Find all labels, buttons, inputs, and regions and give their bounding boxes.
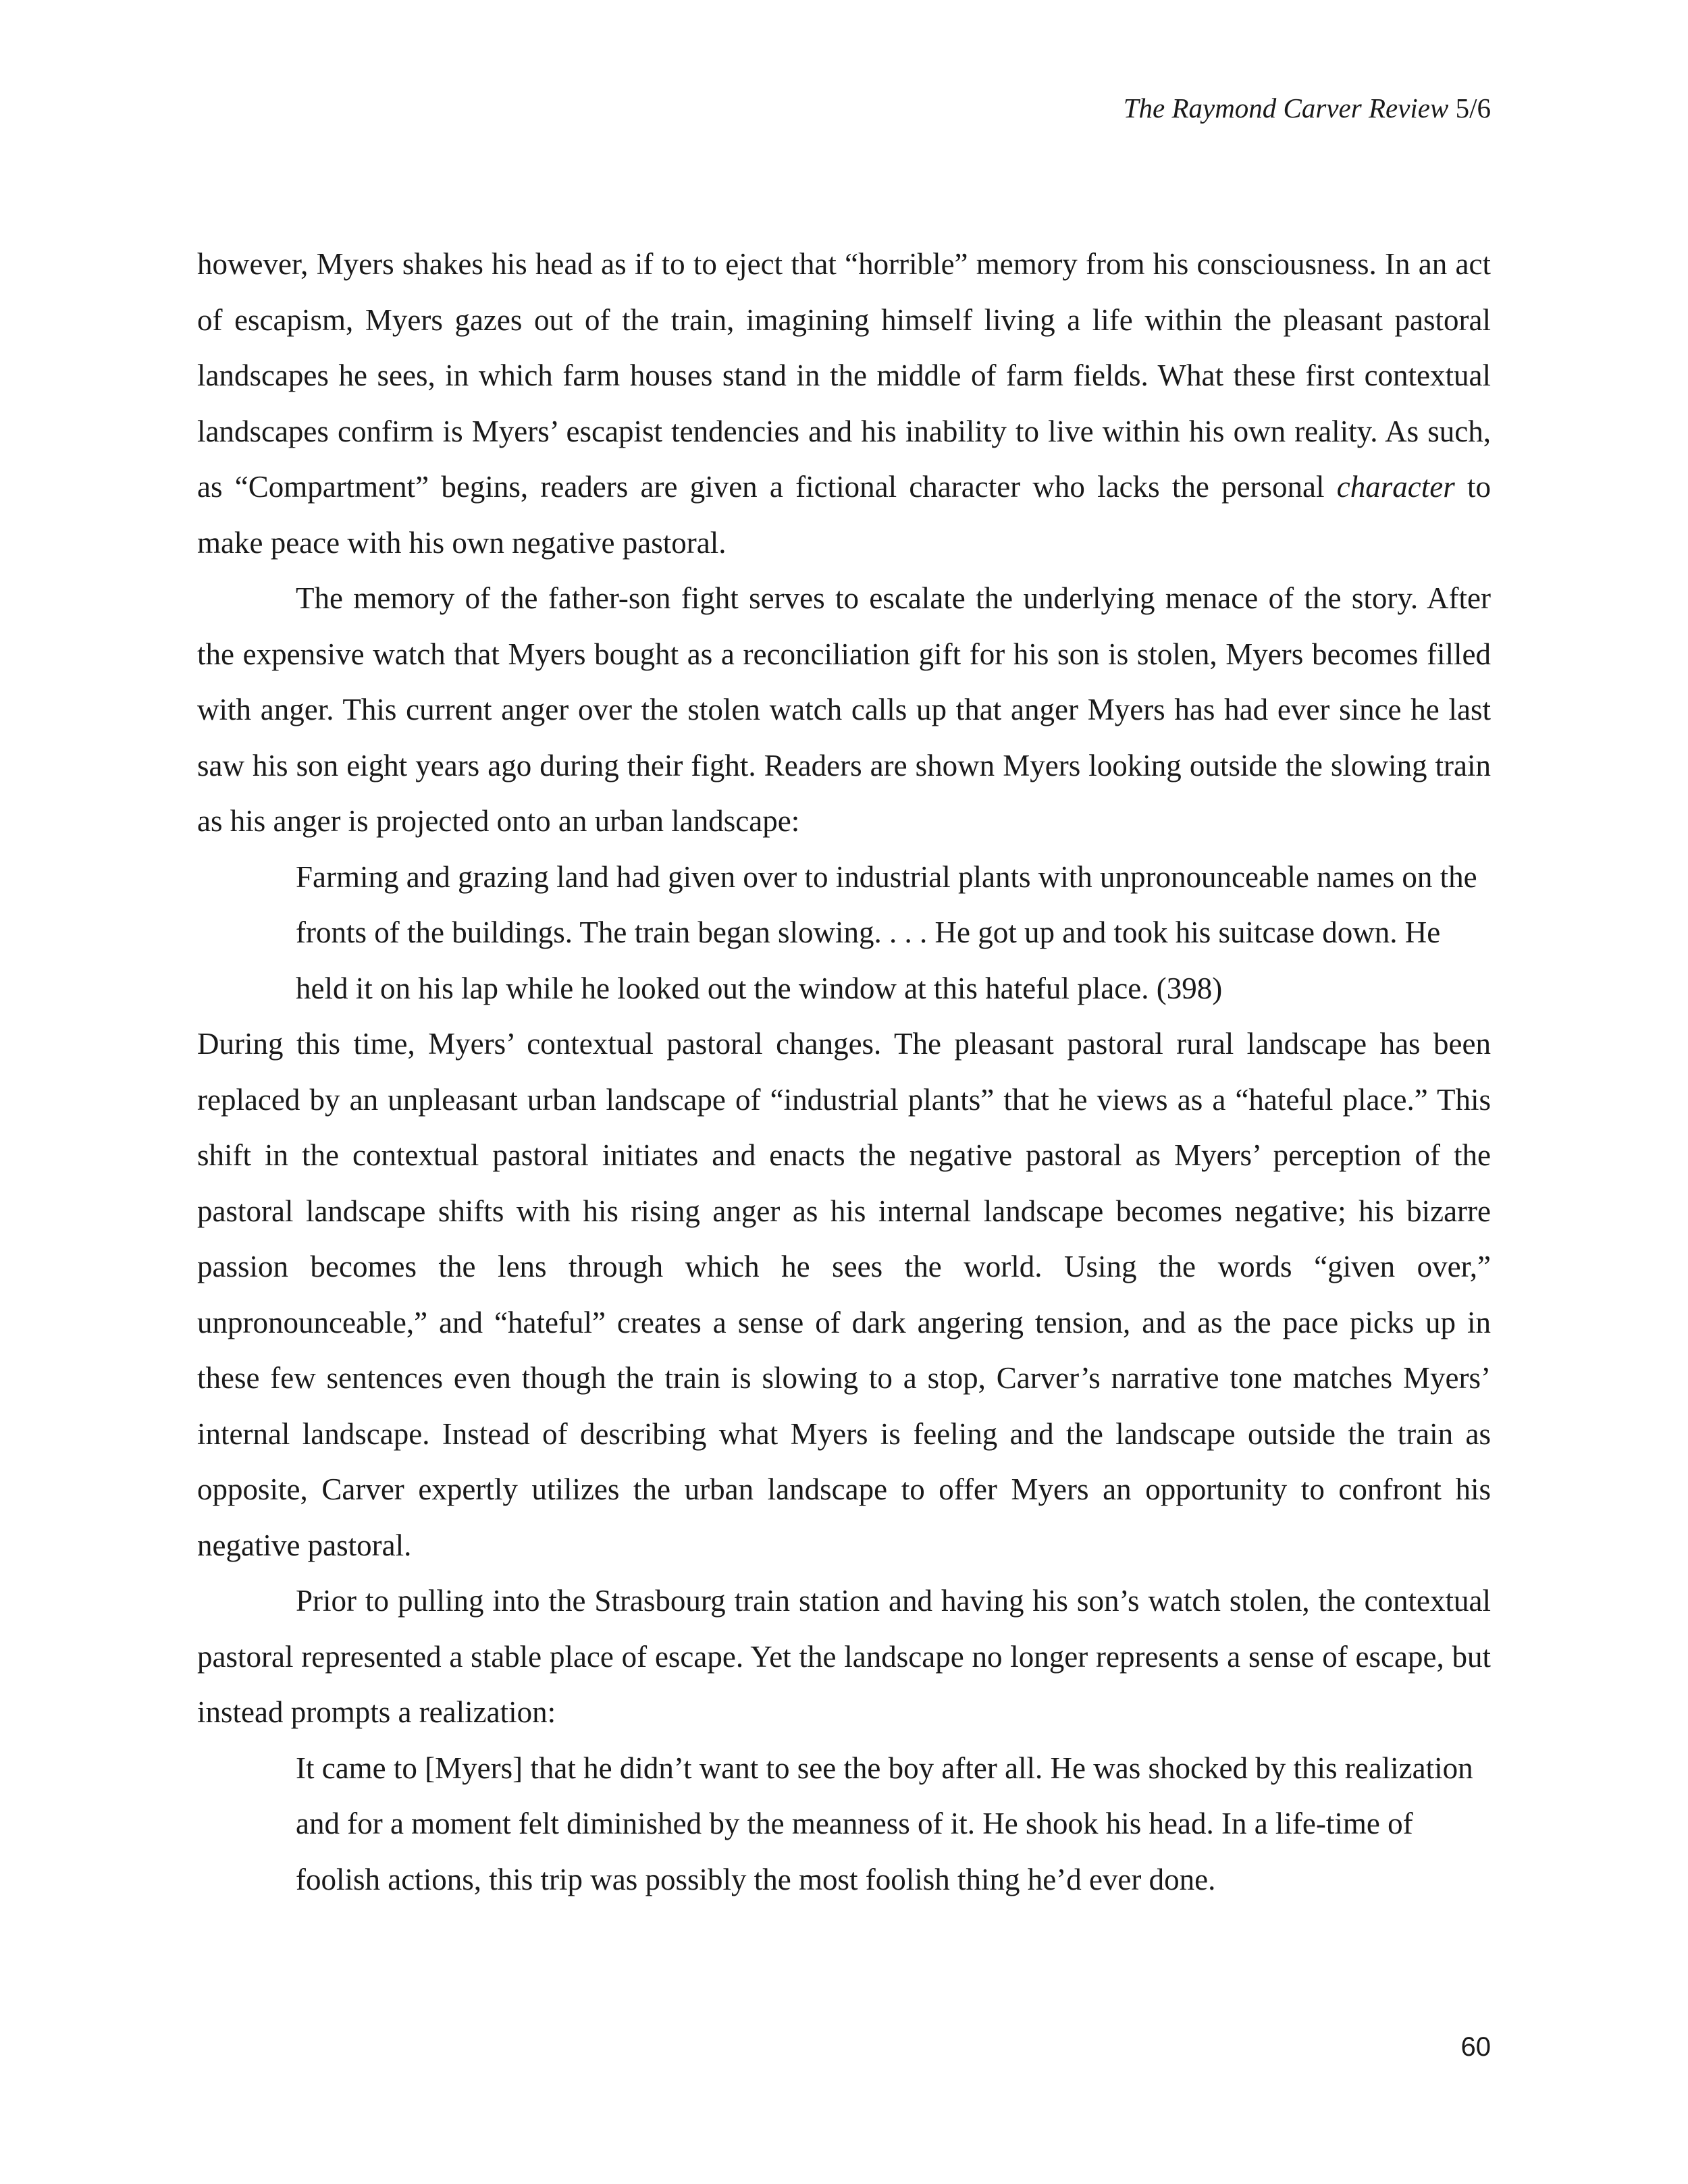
paragraph-3: During this time, Myers’ contextual pastoral changes. The pleasant pastoral rural landscape has been replaced by an unpleasant urban landscape of “industrial plants” that he views as a “hateful place.” This shift in the contextual pastoral initiates and enacts the negative pastoral as Myers’ perception of the pastoral landscape shifts with his rising anger as his internal landscape becomes negative; his bizarre passion becomes the lens through which he sees the world. Using the words “given over,” unpronounceable,” and “hateful” creates a sense of dark angering tension, and as the pace picks up in these few sentences even though the train is slowing to a stop, Carver’s narrative tone matches Myers’ internal landscape. Instead of describing what Myers is feeling and the landscape outside the train as opposite, Carver expertly utilizes the urban landscape to offer Myers an opportunity to confront his negative pastoral. bbox=[197, 1027, 1491, 1562]
block-quote-2: It came to [Myers] that he didn’t want to see the boy after all. He was shocked by this realization and for a moment felt diminished by the meanness of it. He shook his head. In a life-time of foolish actions, this trip was possibly the most foolish thing he’d ever done. bbox=[296, 1751, 1473, 1896]
running-header bbox=[1123, 92, 1491, 124]
paragraph-2: The memory of the father-son fight serves to escalate the underlying menace of the story. After the expensive watch that Myers bought as a reconciliation gift for his son is stolen, Myers becomes filled with anger. This current anger over the stolen watch calls up that anger Myers has had ever since he last saw his son eight years ago during their fight. Readers are shown Myers looking outside the slowing train as his anger is projected onto an urban landscape: bbox=[197, 581, 1491, 838]
paragraph-4: Prior to pulling into the Strasbourg train station and having his son’s watch stolen, the contextual pastoral represented a stable place of escape. Yet the landscape no longer represents a sense of escape, but instead prompts a realization: bbox=[197, 1584, 1491, 1729]
italic-word: character bbox=[1336, 470, 1455, 504]
body-text bbox=[197, 236, 1491, 1907]
journal-title: The Raymond Carver Review bbox=[1123, 92, 1449, 124]
paragraph-1-text-end: to make peace with his own negative pastoral. bbox=[197, 470, 1491, 560]
block-quote-1: Farming and grazing land had given over to industrial plants with unpronounceable names on the fronts of the buildings. The train began slowing. . . . He got up and took his suitcase down. He held it on his lap while he looked out the window at this hateful place. (398) bbox=[296, 859, 1477, 1005]
issue-number: 5/6 bbox=[1455, 92, 1491, 124]
page-number: 60 bbox=[1460, 2032, 1491, 2062]
paragraph-1-text-start: however, Myers shakes his head as if to to eject that “horrible” memory from his consciousness. In an act of escapism, Myers gazes out of the train, imagining himself living a life within the pleasant pastoral landscapes he sees, in which farm houses stand in the middle of farm fields. What these first contextual landscapes confirm is Myers’ escapist tendencies and his inability to live within his own reality. As such, as “Compartment” begins, readers are given a fictional character who lacks the personal bbox=[197, 247, 1491, 504]
paragraph-1 bbox=[197, 236, 1491, 570]
